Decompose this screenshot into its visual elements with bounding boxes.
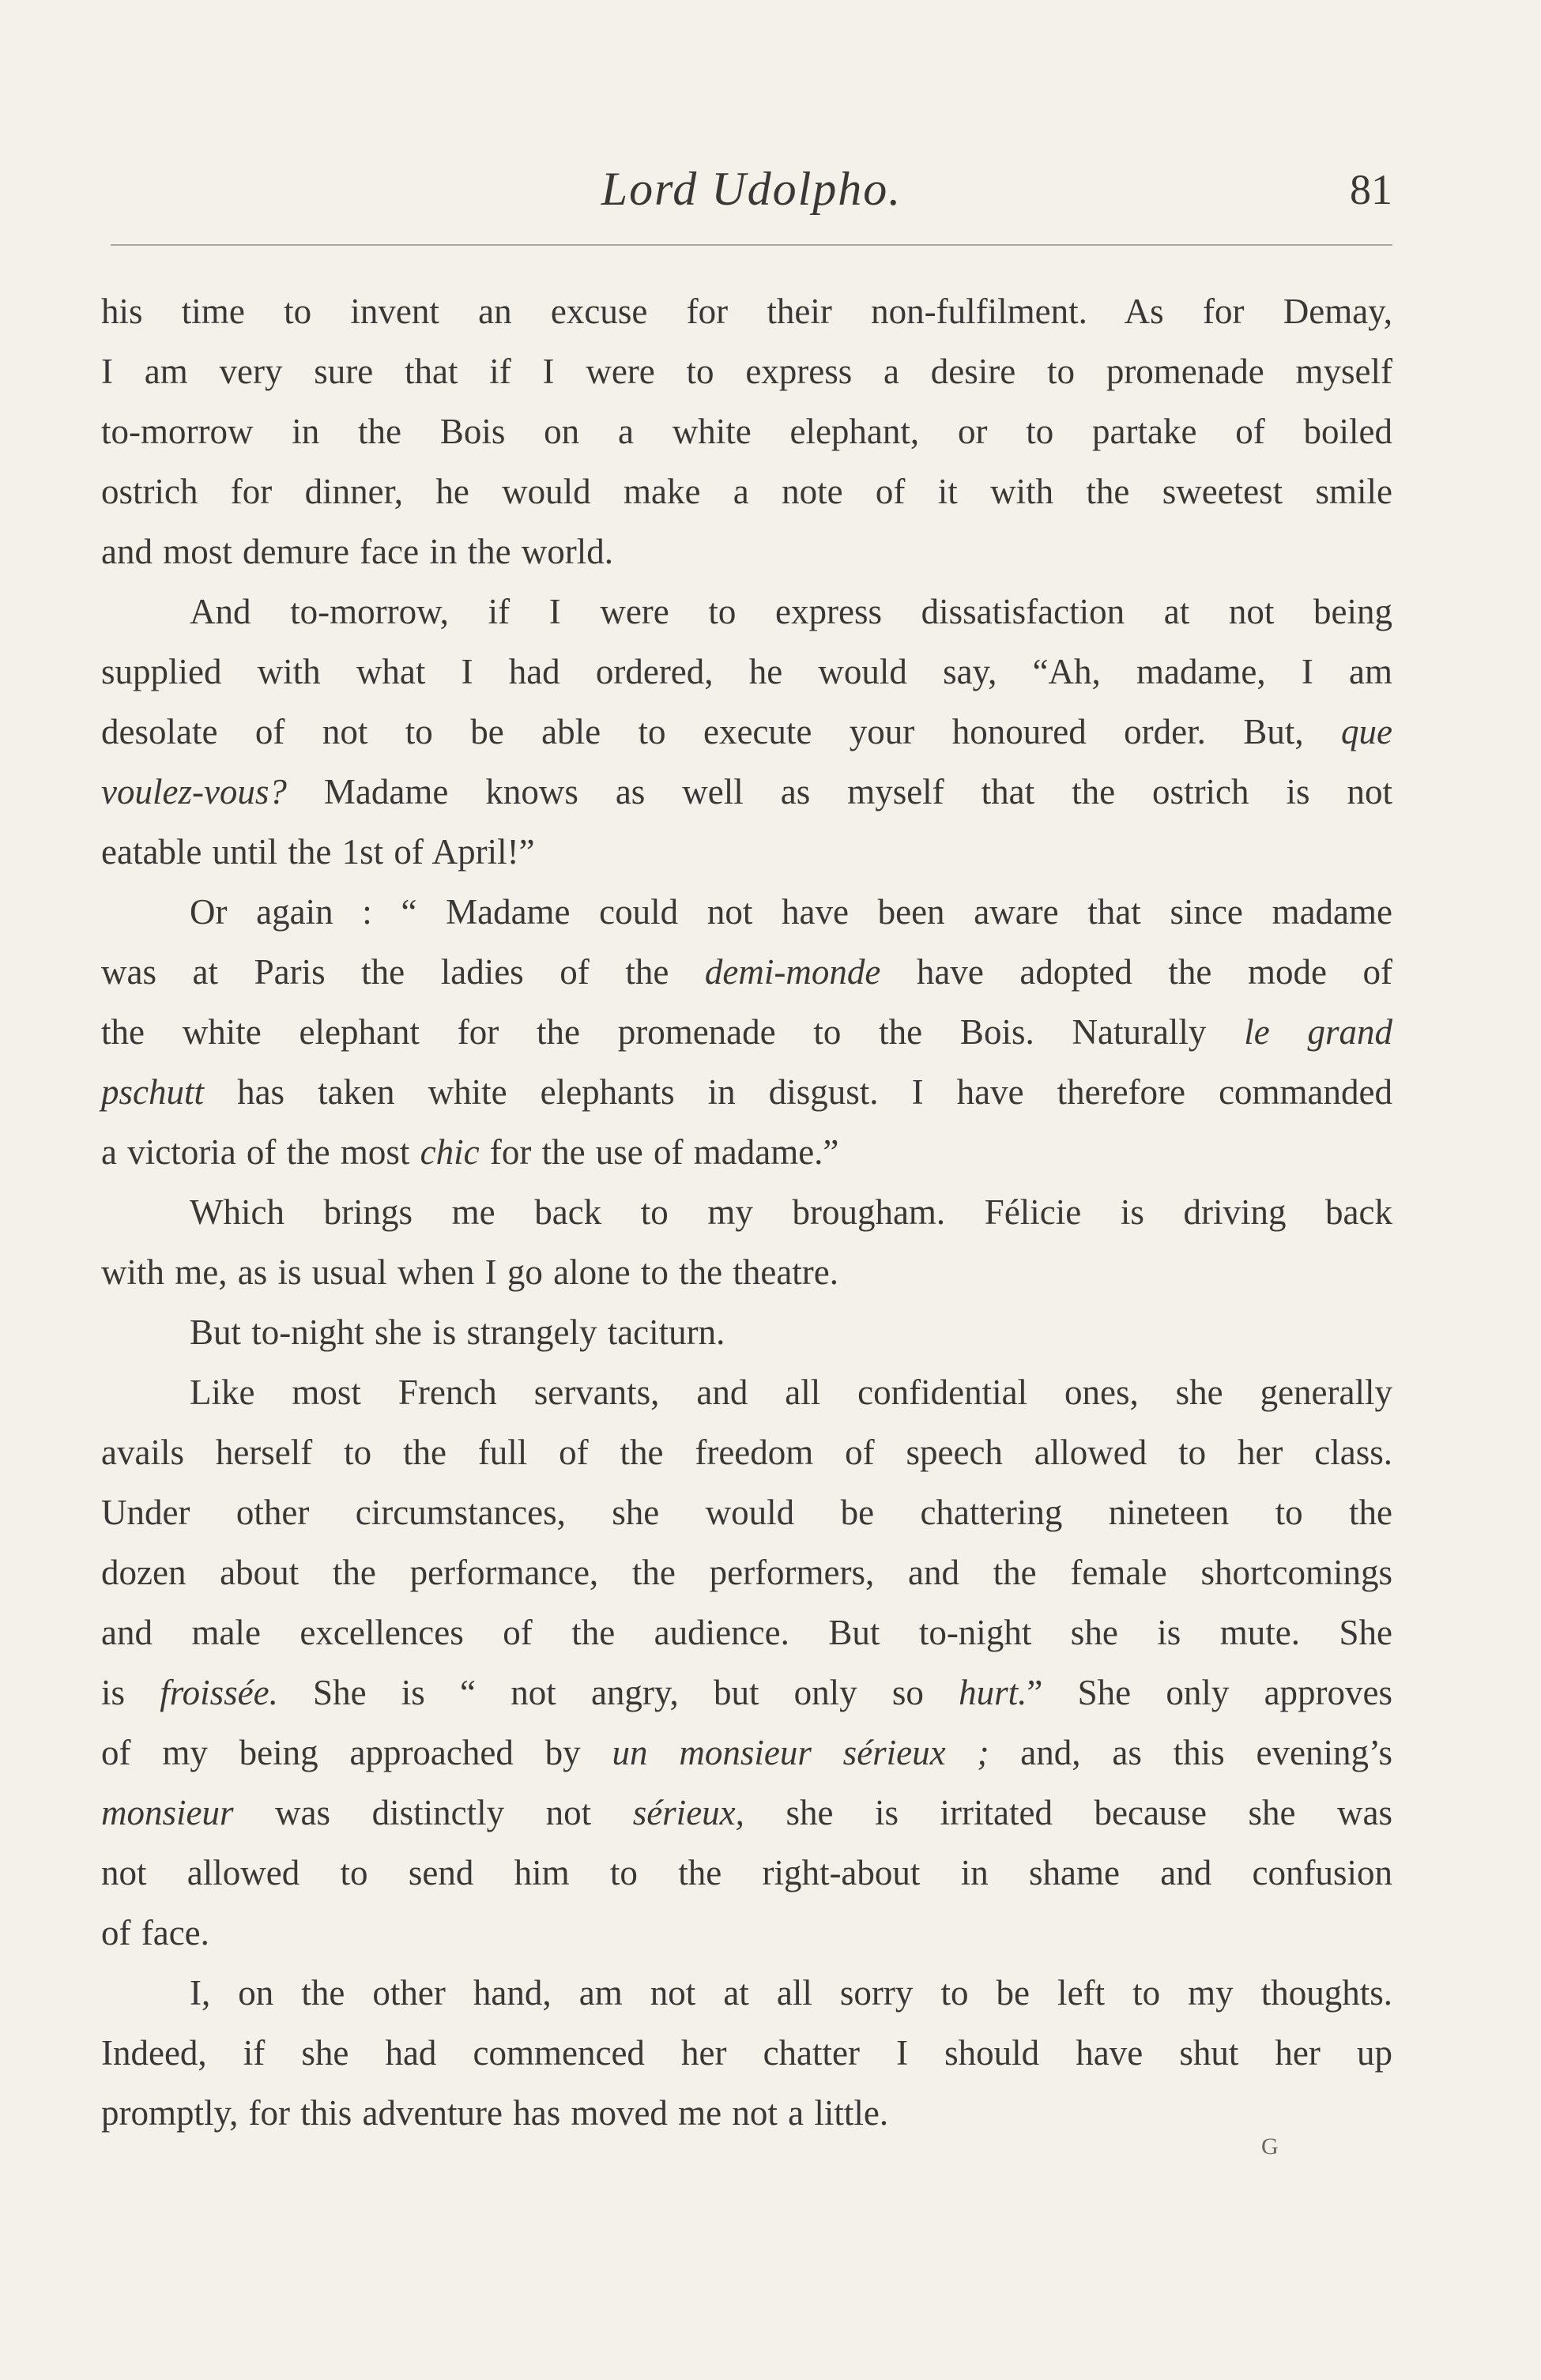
- text-run: for the use of madame.”: [479, 1132, 839, 1172]
- text-run: and male excellences of the audience. But to-night she is mute. She: [101, 1613, 1392, 1652]
- text-line: [101, 1242, 1392, 1302]
- text-run: she is irritated because she was: [744, 1793, 1392, 1832]
- text-run: Which brings me back to my brougham. Félicie is driving back: [190, 1192, 1392, 1232]
- text-line: [101, 1903, 1392, 1963]
- italic-text: monsieur: [101, 1793, 234, 1832]
- text-line: [101, 1723, 1392, 1783]
- text-run: was at Paris the ladies of the: [101, 952, 705, 992]
- text-run: She is “ not angry, but only so: [277, 1673, 959, 1712]
- text-run: dozen about the performance, the performers, and the female shortcomings: [101, 1553, 1392, 1592]
- italic-text: le grand: [1244, 1012, 1392, 1052]
- text-line: [101, 2023, 1392, 2083]
- text-line: [101, 1062, 1392, 1122]
- text-line: [101, 281, 1392, 341]
- text-line: [101, 822, 1392, 882]
- text-run: not allowed to send him to the right-about in shame and confusion: [101, 1853, 1392, 1892]
- text-line: [101, 1843, 1392, 1903]
- text-run: I, on the other hand, am not at all sorry to be left to my thoughts.: [190, 1973, 1392, 2013]
- italic-text: pschutt: [101, 1072, 204, 1112]
- italic-text: un monsieur sérieux ;: [612, 1733, 989, 1772]
- text-line: [101, 1122, 1392, 1182]
- text-line: [101, 1602, 1392, 1663]
- text-run: avails herself to the full of the freedom of speech allowed to her class.: [101, 1433, 1392, 1472]
- text-run: Madame knows as well as myself that the ostrich is not: [286, 772, 1392, 812]
- text-line: [101, 401, 1392, 461]
- text-run: Or again : “ Madame could not have been aware that since madame: [190, 892, 1392, 932]
- text-line: [101, 461, 1392, 522]
- text-run: supplied with what I had ordered, he would say, “Ah, madame, I am: [101, 652, 1392, 691]
- text-run: have adopted the mode of: [880, 952, 1393, 992]
- running-title: Lord Udolpho.: [601, 163, 902, 215]
- text-line: [101, 1963, 1392, 2023]
- text-line: [101, 2083, 1392, 2143]
- body-text: [101, 281, 1392, 2143]
- header-rule: [111, 244, 1392, 246]
- italic-text: chic: [420, 1132, 480, 1172]
- text-line: [101, 1182, 1392, 1242]
- text-run: his time to invent an excuse for their non-fulfilment. As for Demay,: [101, 292, 1392, 331]
- text-line: [101, 1542, 1392, 1602]
- italic-text: demi-monde: [704, 952, 881, 992]
- page-number: 81: [1350, 166, 1392, 213]
- text-run: and, as this evening’s: [989, 1733, 1392, 1772]
- text-line: [101, 702, 1392, 762]
- text-run: ostrich for dinner, he would make a note of it with the sweetest smile: [101, 472, 1392, 511]
- text-line: [101, 1663, 1392, 1723]
- signature-mark: G: [1261, 2133, 1279, 2160]
- text-run: And to-morrow, if I were to express dissatisfaction at not being: [190, 592, 1392, 631]
- text-run: the white elephant for the promenade to the Bois. Naturally: [101, 1012, 1245, 1052]
- text-line: [101, 522, 1392, 582]
- text-line: [101, 1002, 1392, 1062]
- text-run: promptly, for this adventure has moved me not a little.: [101, 2093, 889, 2133]
- italic-text: hurt.: [959, 1673, 1027, 1712]
- text-run: has taken white elephants in disgust. I have therefore commanded: [204, 1072, 1392, 1112]
- text-line: [101, 1783, 1392, 1843]
- italic-text: que: [1341, 712, 1392, 751]
- text-line: [101, 1302, 1392, 1362]
- italic-text: voulez-vous?: [101, 772, 287, 812]
- text-run: eatable until the 1st of April!”: [101, 832, 535, 872]
- text-run: to-morrow in the Bois on a white elephant, or to partake of boiled: [101, 412, 1392, 451]
- text-run: with me, as is usual when I go alone to the theatre.: [101, 1252, 839, 1292]
- text-line: [101, 1362, 1392, 1422]
- text-run: Under other circumstances, she would be chattering nineteen to the: [101, 1493, 1392, 1532]
- italic-text: froissée.: [160, 1673, 278, 1712]
- text-run: of face.: [101, 1913, 209, 1953]
- text-line: [101, 341, 1392, 401]
- text-run: was distinctly not: [233, 1793, 633, 1832]
- text-run: and most demure face in the world.: [101, 532, 614, 571]
- text-run: a victoria of the most: [101, 1132, 420, 1172]
- text-run: But to-night she is strangely taciturn.: [190, 1312, 725, 1352]
- page-header: [111, 162, 1392, 225]
- text-run: desolate of not to be able to execute your honoured order. But,: [101, 712, 1342, 751]
- text-line: [101, 762, 1392, 822]
- text-run: ” She only approves: [1027, 1673, 1393, 1712]
- text-line: [101, 642, 1392, 702]
- text-line: [101, 1482, 1392, 1542]
- italic-text: sérieux,: [632, 1793, 744, 1832]
- text-run: Like most French servants, and all confidential ones, she generally: [190, 1373, 1392, 1412]
- text-line: [101, 882, 1392, 942]
- text-line: [101, 942, 1392, 1002]
- text-run: of my being approached by: [101, 1733, 612, 1772]
- text-line: [101, 582, 1392, 642]
- text-run: is: [101, 1673, 160, 1712]
- text-line: [101, 1422, 1392, 1482]
- text-run: I am very sure that if I were to express a desire to promenade myself: [101, 352, 1392, 391]
- text-run: Indeed, if she had commenced her chatter I should have shut her up: [101, 2033, 1392, 2073]
